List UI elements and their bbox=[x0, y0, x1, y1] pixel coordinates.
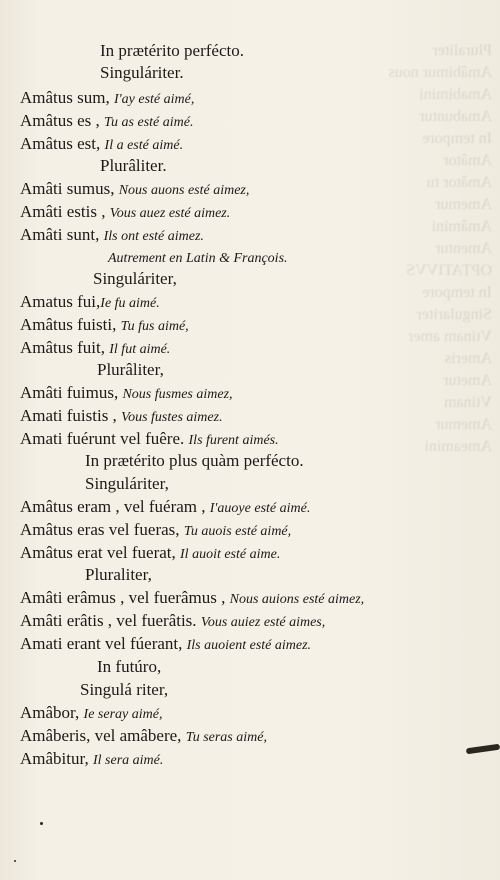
text-line: In prætérito perfécto. bbox=[100, 41, 244, 60]
text-line: Amâtus fuit, Il fut aimé. bbox=[20, 338, 171, 357]
ink-smudge bbox=[466, 744, 500, 755]
text-line: In futúro, bbox=[97, 657, 162, 676]
text-line: Singuláriter, bbox=[93, 269, 177, 288]
text-line: Amati fuérunt vel fuêre. Ils furent aimés. bbox=[20, 429, 279, 448]
text-line: Amâtus est, Il a esté aimé. bbox=[20, 134, 184, 153]
text-line: Autrement en Latin & François. bbox=[108, 251, 288, 266]
text-line: In prætérito plus quàm perfécto. bbox=[85, 451, 304, 470]
show-through-text: Pluraliter Amâbimur nous Amabimini Amabuntur In tempore Amâtor Amâtor tu Amemur Amâmini Amentur OPTATIVVS In tempore Singulariter Vtinam amer Ameris Ametur Vtinam Amemur Ameamini bbox=[388, 42, 492, 455]
text-line: Singuláriter. bbox=[100, 63, 184, 82]
text-line: Amati erant vel fúerant, Ils auoient esté aimez. bbox=[20, 634, 312, 653]
text-line: Amâtus fuisti, Tu fus aimé, bbox=[20, 315, 189, 334]
text-line: Amâtus es , Tu as esté aimé. bbox=[20, 111, 194, 130]
text-line: Amatus fui,Ie fu aimé. bbox=[20, 292, 160, 311]
ink-dot bbox=[14, 860, 16, 862]
text-line: Amati fuistis , Vous fustes aimez. bbox=[20, 406, 223, 425]
text-line: Amâti sumus, Nous auons esté aimez, bbox=[20, 179, 250, 198]
text-line: Amâti erâtis , vel fuerâtis. Vous auiez esté aimes, bbox=[20, 611, 326, 630]
text-line: Plurâliter, bbox=[97, 360, 164, 379]
text-line: Amâtus erat vel fuerat, Il auoit esté aime. bbox=[20, 543, 281, 562]
text-line: Amâbitur, Il sera aimé. bbox=[20, 749, 164, 768]
text-line: Amâti sunt, Ils ont esté aimez. bbox=[20, 225, 204, 244]
text-line: Amâtus eram , vel fuéram , I'auoye esté aimé. bbox=[20, 497, 311, 516]
text-line: Amâtus sum, I'ay esté aimé, bbox=[20, 88, 195, 107]
text-line: Amâti fuimus, Nous fusmes aimez, bbox=[20, 383, 233, 402]
ink-dot bbox=[40, 822, 43, 825]
text-line: Amâbor, Ie seray aimé, bbox=[20, 703, 163, 722]
text-line: Singuláriter, bbox=[85, 474, 169, 493]
text-line: Singulá riter, bbox=[80, 680, 169, 699]
text-line: Amâti erâmus , vel fuerâmus , Nous auions esté aimez, bbox=[20, 588, 365, 607]
text-line: Amâberis, vel amâbere, Tu seras aimé, bbox=[20, 726, 267, 745]
text-line: Pluraliter, bbox=[85, 565, 152, 584]
text-line: Plurâliter. bbox=[100, 156, 167, 175]
text-line: Amâtus eras vel fueras, Tu auois esté aimé, bbox=[20, 520, 292, 539]
text-line: Amâti estis , Vous auez esté aimez. bbox=[20, 202, 231, 221]
